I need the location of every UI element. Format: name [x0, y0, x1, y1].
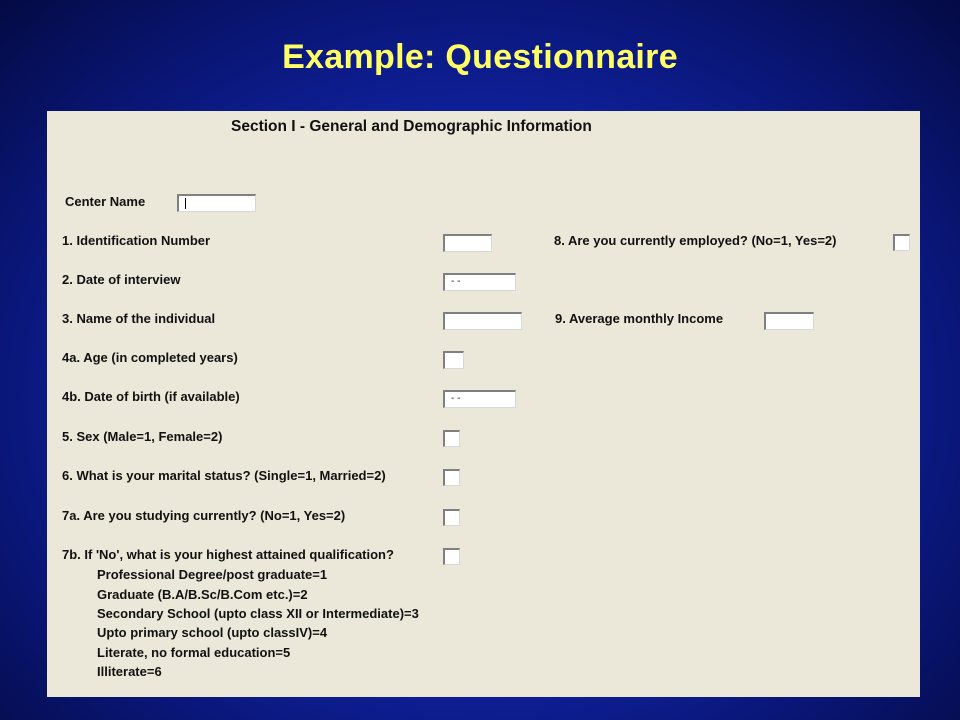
employed-field[interactable] — [893, 234, 910, 251]
section-heading: Section I - General and Demographic Information — [231, 118, 592, 135]
qualification-option: Illiterate=6 — [97, 664, 162, 679]
text-cursor — [185, 198, 186, 209]
studying-field[interactable] — [443, 509, 460, 526]
sex-field[interactable] — [443, 430, 460, 447]
qualification-field[interactable] — [443, 548, 460, 565]
qualification-option: Graduate (B.A/B.Sc/B.Com etc.)=2 — [97, 587, 308, 602]
qualification-option: Secondary School (upto class XII or Intermediate)=3 — [97, 606, 419, 621]
q9-label: 9. Average monthly Income — [555, 311, 724, 326]
marital-status-field[interactable] — [443, 469, 460, 486]
q7a-label: 7a. Are you studying currently? (No=1, Yes=2) — [62, 508, 346, 523]
qualification-option: Upto primary school (upto classIV)=4 — [97, 625, 328, 640]
birth-date-field[interactable]: - - — [443, 390, 516, 408]
q8-label: 8. Are you currently employed? (No=1, Yes=2) — [554, 233, 837, 248]
slide-title: Example: Questionnaire — [282, 38, 678, 76]
q4a-label: 4a. Age (in completed years) — [62, 350, 238, 365]
q3-label: 3. Name of the individual — [62, 311, 216, 326]
q5-label: 5. Sex (Male=1, Female=2) — [62, 429, 223, 444]
center-name-label: Center Name — [65, 194, 146, 209]
q2-label: 2. Date of interview — [62, 272, 181, 287]
qualification-option: Professional Degree/post graduate=1 — [97, 567, 328, 582]
q4b-label: 4b. Date of birth (if available) — [62, 389, 240, 404]
questionnaire-form — [47, 111, 920, 697]
q7b-label: 7b. If 'No', what is your highest attained qualification? — [62, 547, 394, 562]
monthly-income-field[interactable] — [764, 312, 814, 330]
identification-number-field[interactable] — [443, 234, 492, 252]
q6-label: 6. What is your marital status? (Single=1, Married=2) — [62, 468, 386, 483]
q1-label: 1. Identification Number — [62, 233, 211, 248]
interview-date-field[interactable]: - - — [443, 273, 516, 291]
age-field[interactable] — [443, 351, 464, 369]
qualification-option: Literate, no formal education=5 — [97, 645, 291, 660]
center-name-field[interactable] — [177, 194, 256, 212]
individual-name-field[interactable] — [443, 312, 522, 330]
